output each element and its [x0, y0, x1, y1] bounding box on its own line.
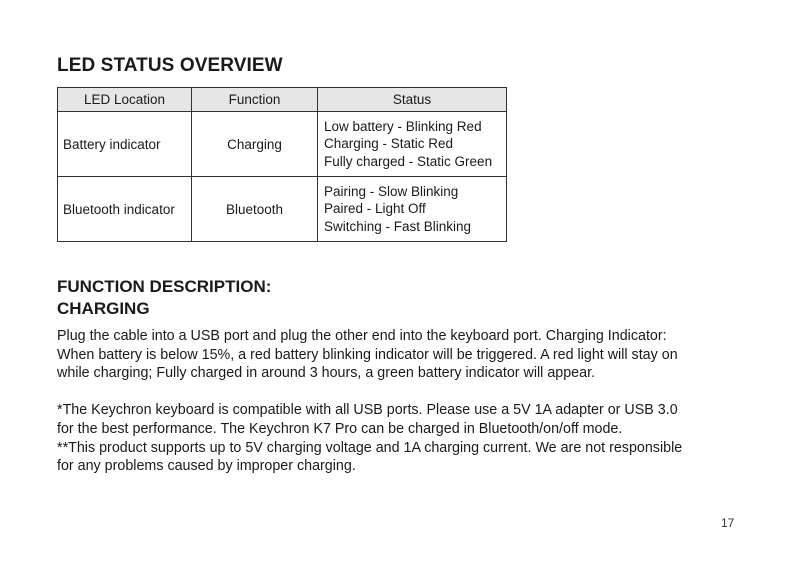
led-status-heading: LED STATUS OVERVIEW — [57, 55, 283, 76]
header-function: Function — [192, 88, 318, 112]
paragraph-line: When battery is below 15%, a red battery blinking indicator will be triggered. A red light will stay on — [57, 346, 678, 363]
paragraph-line: for any problems caused by improper charging. — [57, 458, 356, 475]
status-line: Paired - Light Off — [324, 201, 426, 217]
heading-line-1: FUNCTION DESCRIPTION: — [57, 277, 272, 296]
cell-location: Bluetooth indicator — [58, 177, 192, 242]
cell-function: Charging — [192, 112, 318, 177]
paragraph-line: **This product supports up to 5V charging voltage and 1A charging current. We are not responsible — [57, 439, 683, 456]
status-line: Fully charged - Static Green — [324, 153, 493, 169]
paragraph-gap — [57, 383, 747, 402]
status-line: Low battery - Blinking Red — [324, 118, 482, 134]
header-led-location: LED Location — [58, 88, 192, 112]
paragraph-line: *The Keychron keyboard is compatible with all USB ports. Please use a 5V 1A adapter or USB 3.0 — [57, 402, 678, 419]
led-status-table — [57, 87, 507, 242]
charging-description — [57, 327, 747, 476]
function-description-heading — [57, 276, 271, 320]
status-line: Pairing - Slow Blinking — [324, 183, 459, 199]
cell-status — [318, 177, 507, 242]
cell-function: Bluetooth — [192, 177, 318, 242]
cell-status — [318, 112, 507, 177]
status-line: Switching - Fast Blinking — [324, 218, 472, 234]
table-header-row — [58, 88, 507, 112]
page-number: 17 — [721, 516, 735, 530]
table-row — [58, 177, 507, 242]
table-row — [58, 112, 507, 177]
paragraph-line: Plug the cable into a USB port and plug the other end into the keyboard port. Charging Indicator: — [57, 328, 667, 344]
status-line: Charging - Static Red — [324, 136, 454, 152]
paragraph-line: while charging; Fully charged in around 3 hours, a green battery indicator will appear. — [57, 365, 596, 382]
header-status: Status — [318, 88, 507, 112]
paragraph-line: for the best performance. The Keychron K7 Pro can be charged in Bluetooth/on/off mode. — [57, 420, 623, 437]
cell-location: Battery indicator — [58, 112, 192, 177]
heading-line-2: CHARGING — [57, 299, 150, 318]
